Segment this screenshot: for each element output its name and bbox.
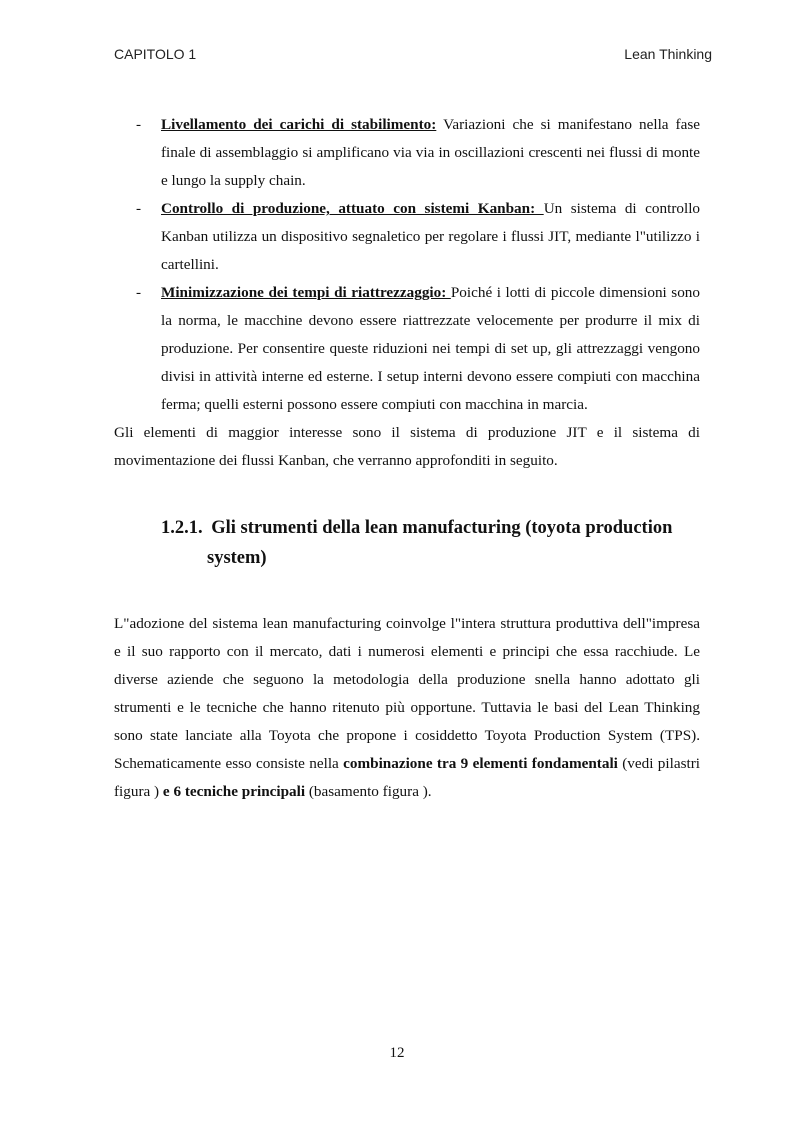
bullet-dash: - <box>136 200 142 217</box>
paragraph-text: (basamento figura ). <box>305 783 432 800</box>
body-paragraph <box>114 610 700 806</box>
bullet-item <box>114 279 700 419</box>
section-title-line2: system) <box>207 548 267 568</box>
emphasis-text: combinazione tra 9 elementi fondamentali <box>343 755 618 772</box>
section-heading <box>161 513 700 573</box>
paragraph-text: (vedi pilastri figura ) <box>114 755 700 800</box>
page-body <box>114 111 700 806</box>
chapter-label: CAPITOLO 1 <box>114 46 197 62</box>
emphasis-text: e 6 tecniche principali <box>162 783 306 800</box>
bullet-lead: Controllo di produzione, attuato con sistemi Kanban: <box>161 200 544 217</box>
paragraph-text: L"adozione del sistema lean manufacturing coinvolge l"intera struttura produttiva dell"impresa e il suo rapporto con il mercato, dati i numerosi elementi e principi che essa racchiude. Le diverse aziende che seguono la metodologia della produzione snella hanno adottato gli strumenti e le tecniche che hanno ritenuto più opportune. Tuttavia le basi del Lean Thinking sono state lanciate alla Toyota che propone i cosiddetto Toyota Production System (TPS). Schematicamente esso consiste nella <box>114 615 700 772</box>
bullet-item <box>114 111 700 195</box>
bullet-text: Variazioni che si manifestano nella fase finale di assemblaggio si amplificano via via in oscillazioni crescenti nei flussi di monte e lungo la supply chain. <box>161 116 701 189</box>
bullet-dash: - <box>136 116 142 133</box>
bullet-lead: Minimizzazione dei tempi di riattrezzaggio: <box>161 284 451 301</box>
bullet-text: Un sistema di controllo Kanban utilizza un dispositivo segnaletico per regolare i flussi JIT, mediante l"utilizzo i cartellini. <box>161 200 701 273</box>
section-number: 1.2.1. <box>161 518 203 538</box>
bullet-dash: - <box>136 284 142 301</box>
section-title-line1: Gli strumenti della lean manufacturing (toyota production <box>211 518 673 538</box>
body-paragraph: Gli elementi di maggior interesse sono il sistema di produzione JIT e il sistema di movimentazione dei flussi Kanban, che verranno approfonditi in seguito. <box>114 424 700 469</box>
running-title: Lean Thinking <box>624 46 712 62</box>
bullet-text: Poiché i lotti di piccole dimensioni sono la norma, le macchine devono essere riattrezzate velocemente per produrre il mix di produzione. Per consentire queste riduzioni nei tempi di set up, gli attrezzaggi vengono divisi in attività interne ed esterne. I setup interni devono essere compiuti con macchina ferma; quelli esterni possono essere compiuti con macchina in marcia. <box>161 284 700 413</box>
bullet-lead: Livellamento dei carichi di stabilimento: <box>161 116 437 133</box>
bullet-item <box>114 195 700 279</box>
page-number: 12 <box>389 1045 405 1061</box>
page-header <box>114 46 712 66</box>
